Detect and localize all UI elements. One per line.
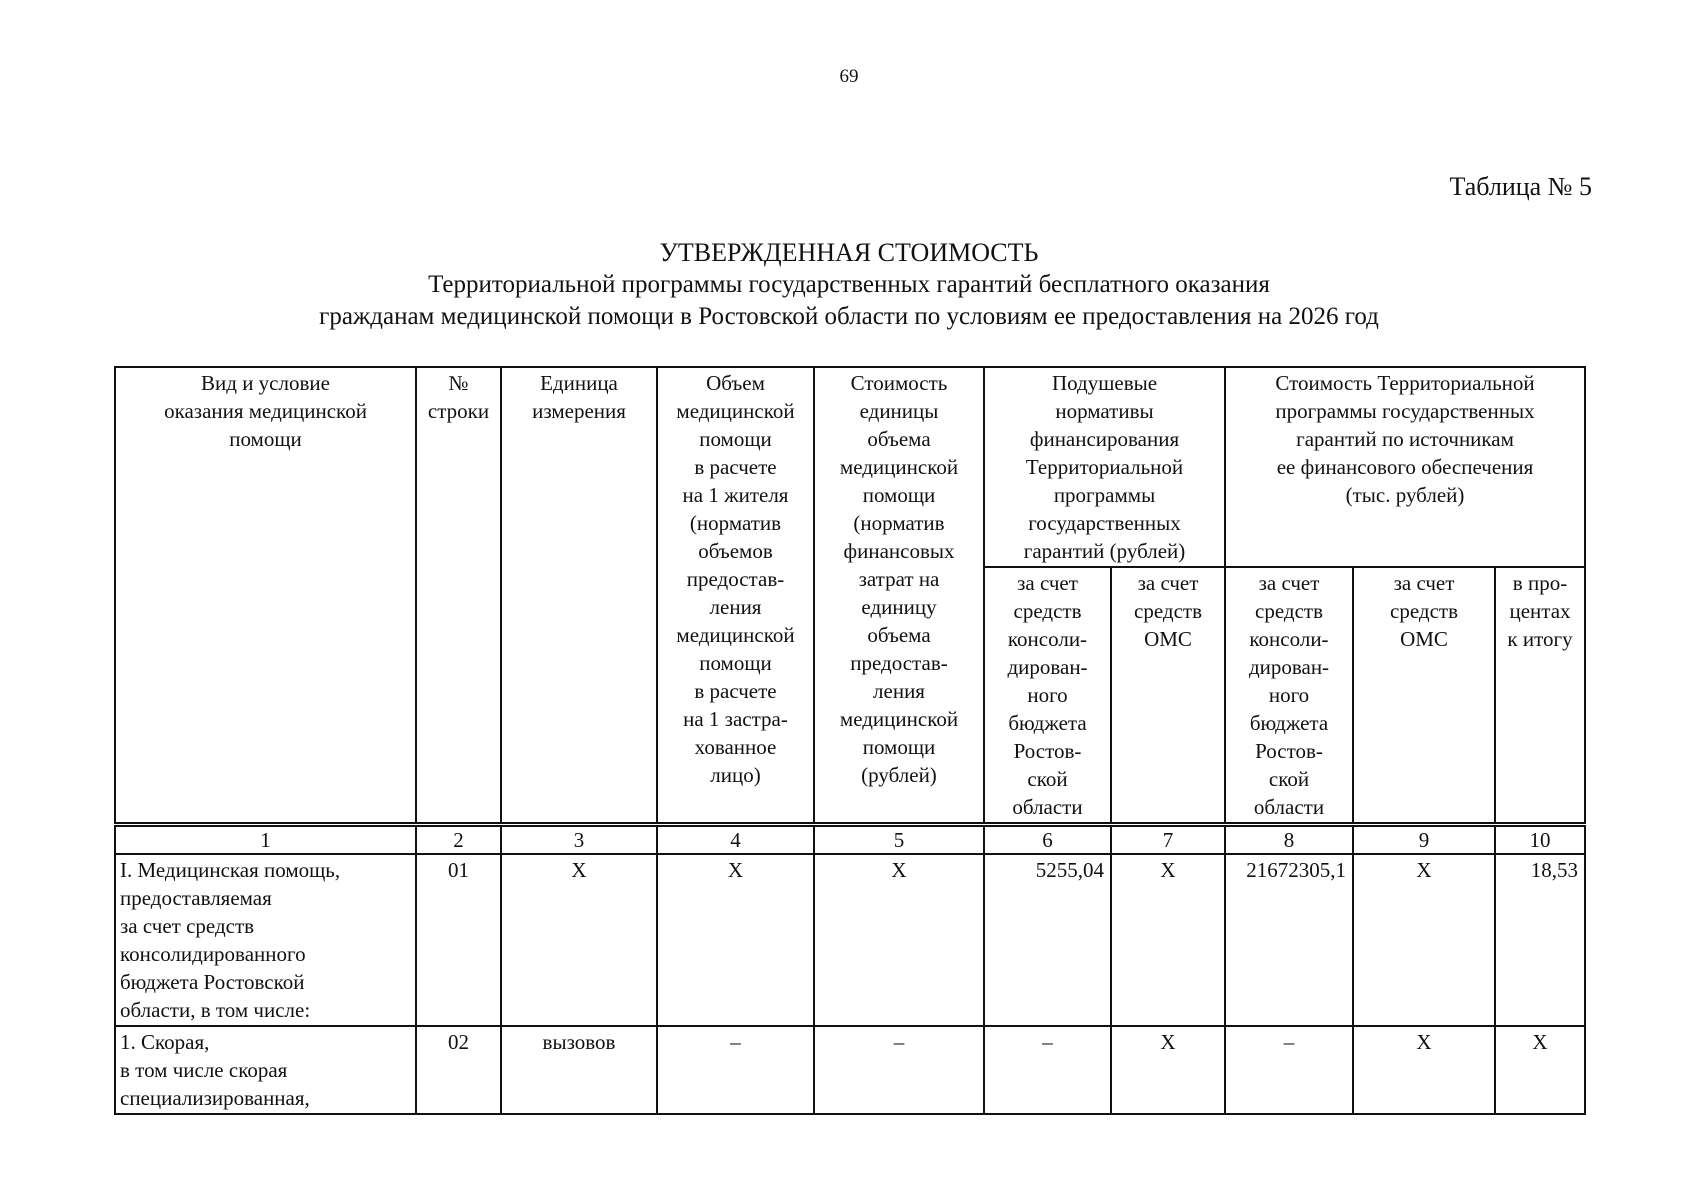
header-cost-budget [1225, 567, 1353, 825]
row-percent: X [1495, 1026, 1585, 1114]
cell-line: нормативы [1055, 399, 1154, 423]
cell-line: гарантий (рублей) [1023, 539, 1186, 563]
cell-line: на 1 застра- [683, 707, 788, 731]
cell-line: государственных [1028, 511, 1181, 535]
header-unit [501, 367, 657, 825]
cell-line: Единица [540, 371, 618, 395]
page-number: 69 [839, 66, 859, 87]
cell-line: I. Медицинская помощь, [120, 858, 341, 882]
row-volume: – [657, 1026, 814, 1114]
cell-line: медицинской [839, 455, 959, 479]
cell-line: Стоимость [850, 371, 948, 395]
row-per-capita-oms: X [1111, 854, 1225, 1026]
row-cost-budget: – [1225, 1026, 1353, 1114]
header-per-capita-group [984, 367, 1225, 567]
cell-line: на 1 жителя [682, 483, 789, 507]
cell-line: предоставляемая [120, 886, 272, 910]
cell-line: предостав- [686, 567, 785, 591]
row-unit-cost: – [814, 1026, 984, 1114]
cell-line: (норматив [689, 511, 782, 535]
row-name [115, 854, 416, 1026]
column-number: 5 [814, 825, 984, 855]
title-heading: УТВЕРЖДЕННАЯ СТОИМОСТЬ [659, 238, 1039, 267]
cell-line: области, в том числе: [120, 998, 311, 1022]
cell-line: № [448, 371, 469, 395]
cell-line: за счет средств [120, 914, 255, 938]
row-volume: X [657, 854, 814, 1026]
row-percent: 18,53 [1495, 854, 1585, 1026]
cell-line: помощи [699, 427, 772, 451]
cell-line: помощи [862, 735, 936, 759]
column-number: 7 [1111, 825, 1225, 855]
header-per-capita-oms [1111, 567, 1225, 825]
cell-line: бюджета Ростовской [120, 970, 305, 994]
cell-line: программы [1053, 483, 1156, 507]
cell-line: медицинской [676, 399, 795, 423]
cell-line: единицу [861, 595, 937, 619]
cell-line: 1. Скорая, [120, 1030, 210, 1054]
header-cost-group [1225, 367, 1585, 567]
header-volume [657, 367, 814, 825]
column-number: 6 [984, 825, 1111, 855]
cell-line: в том числе скорая [120, 1058, 288, 1082]
cell-line: в расчете [694, 455, 777, 479]
cell-line: бюджета [1008, 711, 1087, 735]
cell-line: помощи [862, 483, 936, 507]
cell-line: за счет [1137, 571, 1199, 595]
cell-line: области [1253, 795, 1325, 819]
row-cost-oms: X [1353, 854, 1495, 1026]
cell-line: помощи [229, 427, 302, 451]
cell-line: объемов [698, 539, 773, 563]
row-number: 02 [416, 1026, 501, 1114]
cell-line: хованное [694, 735, 777, 759]
row-unit-cost: X [814, 854, 984, 1026]
row-name [115, 1026, 416, 1114]
cell-line: помощи [699, 651, 772, 675]
row-cost-oms: X [1353, 1026, 1495, 1114]
cell-line: бюджета [1249, 711, 1329, 735]
cell-line: медицинской [839, 707, 959, 731]
title-line-2: Территориальной программы государственных гарантий бесплатного оказания [428, 271, 1270, 298]
cell-line: единицы [859, 399, 939, 423]
cell-line: Ростов- [1255, 739, 1323, 763]
cell-line: консоли- [1249, 627, 1329, 651]
header-type-condition [115, 367, 416, 825]
cell-line: затрат на [858, 567, 940, 591]
column-numbers-row [115, 825, 1585, 855]
title-line-3: гражданам медицинской помощи в Ростовской области по условиям ее предоставления на 2026 год [319, 303, 1379, 330]
cell-line: лицо) [710, 763, 761, 787]
cell-line: специализированная, [120, 1086, 310, 1110]
cell-line: программы государственных [1275, 399, 1535, 423]
column-number: 2 [416, 825, 501, 855]
column-number: 3 [501, 825, 657, 855]
column-number: 4 [657, 825, 814, 855]
cell-line: объема [867, 427, 931, 451]
row-per-capita-budget: – [984, 1026, 1111, 1114]
cell-line: центах [1509, 599, 1571, 623]
cell-line: к итогу [1507, 627, 1573, 651]
cell-line: предостав- [850, 651, 948, 675]
cell-line: консоли- [1007, 627, 1088, 651]
row-unit: X [501, 854, 657, 1026]
row-per-capita-oms: X [1111, 1026, 1225, 1114]
cell-line: (рублей) [861, 763, 937, 787]
cell-line: Подушевые [1051, 371, 1158, 395]
cell-line: оказания медицинской [164, 399, 367, 423]
cell-line: ления [709, 595, 762, 619]
cell-line: за счет [1258, 571, 1320, 595]
cell-line: дирован- [1007, 655, 1088, 679]
cell-line: Территориальной [1025, 455, 1184, 479]
cost-table [114, 366, 1586, 1115]
cell-line: гарантий по источникам [1296, 427, 1514, 451]
cell-line: в расчете [694, 679, 777, 703]
header-unit-cost [814, 367, 984, 825]
cell-line: объема [867, 623, 931, 647]
table-row [115, 854, 1585, 1026]
cell-line: финансовых [843, 539, 955, 563]
cell-line: финансирования [1029, 427, 1180, 451]
cell-line: Стоимость Территориальной [1275, 371, 1535, 395]
cell-line: средств [1134, 599, 1202, 623]
table-label: Таблица № 5 [1449, 172, 1592, 201]
table-row [115, 1026, 1585, 1114]
column-number: 9 [1353, 825, 1495, 855]
cell-line: Вид и условие [201, 371, 330, 395]
cell-line: ОМС [1400, 627, 1448, 651]
cell-line: за счет [1017, 571, 1078, 595]
cell-line: измерения [532, 399, 626, 423]
cell-line: средств [1255, 599, 1323, 623]
cell-line: консолидированного [120, 942, 306, 966]
row-unit: вызовов [501, 1026, 657, 1114]
column-number: 8 [1225, 825, 1353, 855]
header-per-capita-budget [984, 567, 1111, 825]
document-title [0, 237, 1698, 333]
row-number: 01 [416, 854, 501, 1026]
column-number: 10 [1495, 825, 1585, 855]
cell-line: медицинской [676, 623, 795, 647]
cell-line: ее финансового обеспечения [1276, 455, 1534, 479]
cell-line: ного [1027, 683, 1068, 707]
cell-line: ления [873, 679, 925, 703]
cell-line: (тыс. рублей) [1345, 483, 1465, 507]
cell-line: Ростов- [1013, 739, 1082, 763]
column-number: 1 [115, 825, 416, 855]
cell-line: ской [1268, 767, 1310, 791]
cell-line: строки [427, 399, 490, 423]
cell-line: ОМС [1144, 627, 1192, 651]
header-row-number [416, 367, 501, 825]
cell-line: в про- [1512, 571, 1568, 595]
cell-line: ного [1268, 683, 1310, 707]
header-row-1 [115, 367, 1585, 567]
cell-line: Объем [706, 371, 765, 395]
cell-line: ской [1027, 767, 1068, 791]
cell-line: области [1012, 795, 1083, 819]
cell-line: дирован- [1248, 655, 1330, 679]
header-cost-oms [1353, 567, 1495, 825]
cell-line: средств [1390, 599, 1458, 623]
row-per-capita-budget: 5255,04 [984, 854, 1111, 1026]
cell-line: за счет [1393, 571, 1455, 595]
header-percent [1495, 567, 1585, 825]
cell-line: средств [1013, 599, 1082, 623]
row-cost-budget: 21672305,1 [1225, 854, 1353, 1026]
cell-line: (норматив [853, 511, 945, 535]
